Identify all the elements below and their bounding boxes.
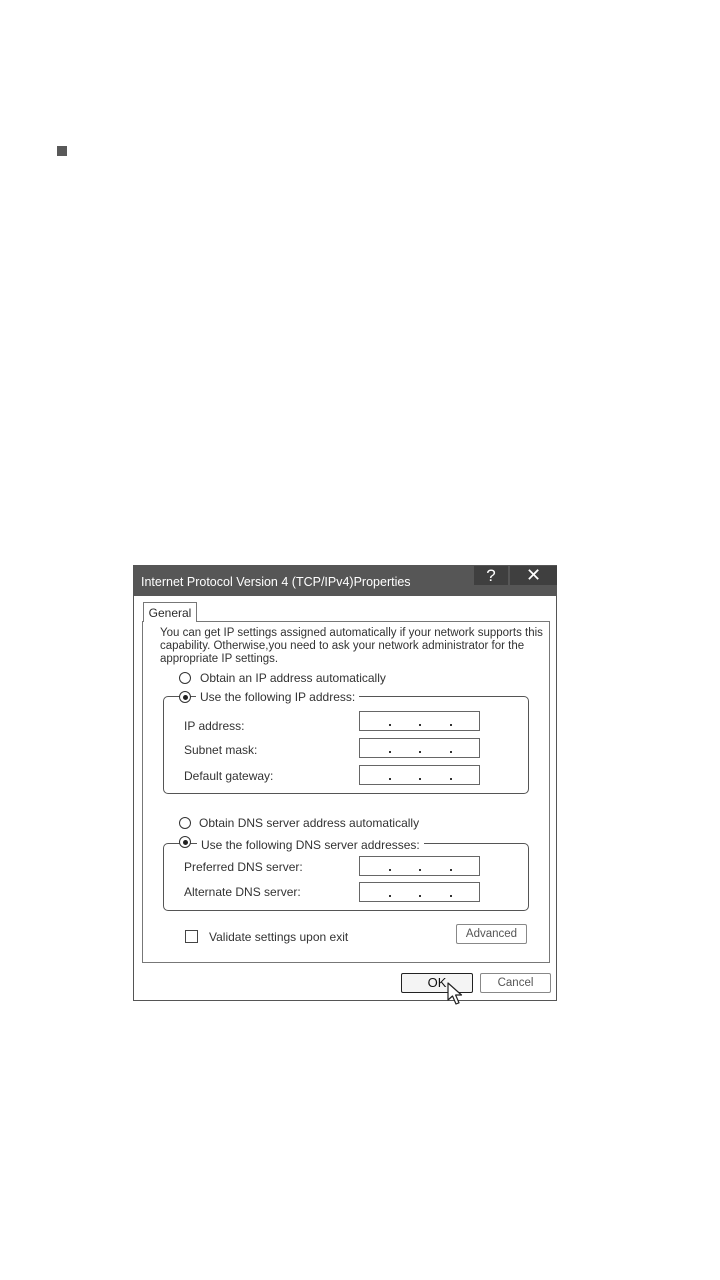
use-following-dns-label: Use the following DNS server addresses: (197, 838, 424, 852)
obtain-dns-auto-radio[interactable] (179, 817, 191, 829)
obtain-ip-auto-radio[interactable] (179, 672, 191, 684)
use-following-dns-radio[interactable] (179, 836, 191, 848)
use-following-ip-label: Use the following IP address: (196, 690, 359, 704)
description-text: You can get IP settings assigned automatically if your network supports this capability. Otherwise,you need to ask your network administrator for the appropriate IP settings. (160, 627, 543, 665)
subnet-mask-label: Subnet mask: (184, 743, 258, 757)
dialog-titlebar (134, 566, 556, 596)
help-button[interactable]: ? (474, 566, 508, 585)
preferred-dns-label: Preferred DNS server: (184, 860, 303, 874)
mouse-pointer-icon (447, 982, 467, 1006)
ok-button[interactable]: OK (401, 973, 473, 993)
alternate-dns-input[interactable] (359, 882, 480, 902)
subnet-mask-input[interactable] (359, 738, 480, 758)
alternate-dns-label: Alternate DNS server: (184, 885, 301, 899)
obtain-dns-auto-label: Obtain DNS server address automatically (199, 816, 420, 830)
validate-settings-checkbox[interactable] (185, 930, 198, 943)
ip-address-input[interactable] (359, 711, 480, 731)
ipv4-properties-dialog (133, 565, 557, 1001)
default-gateway-input[interactable] (359, 765, 480, 785)
validate-settings-label: Validate settings upon exit (209, 930, 349, 944)
advanced-button[interactable]: Advanced (456, 924, 527, 944)
cancel-button[interactable]: Cancel (480, 973, 551, 993)
close-button[interactable]: ✕ (510, 566, 557, 585)
ip-address-label: IP address: (184, 719, 245, 733)
obtain-ip-auto-label: Obtain an IP address automatically (200, 671, 386, 685)
tab-general[interactable]: General (143, 602, 197, 622)
dialog-title: Internet Protocol Version 4 (TCP/IPv4)Properties (141, 575, 411, 589)
use-following-ip-radio[interactable] (179, 691, 191, 703)
preferred-dns-input[interactable] (359, 856, 480, 876)
default-gateway-label: Default gateway: (184, 769, 274, 783)
square-bullet-icon (57, 146, 67, 156)
